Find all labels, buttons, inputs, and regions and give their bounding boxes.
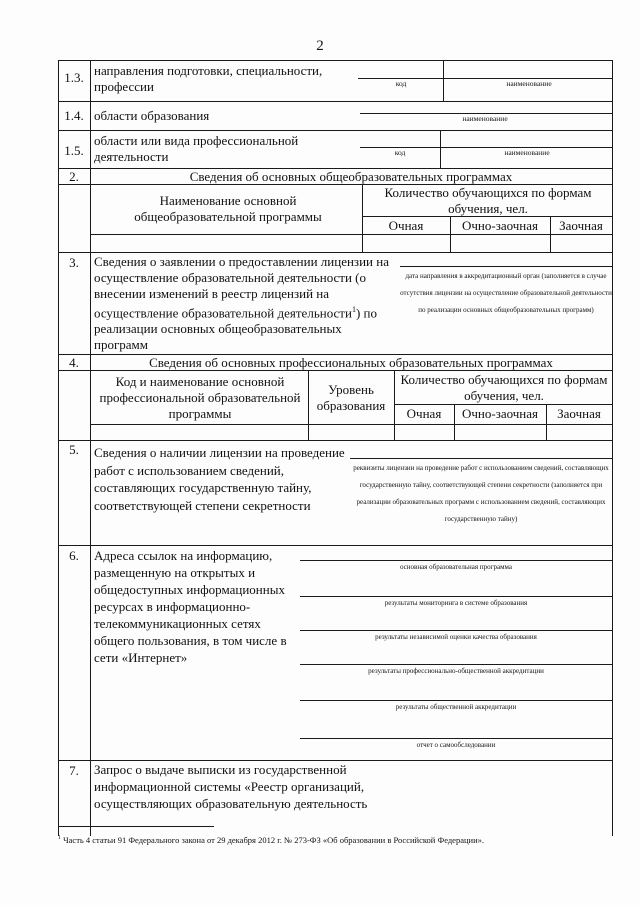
column-header: Очно-заочная: [461, 406, 539, 421]
link-caption-prof-accreditation: результаты профессионально-общественной аккредитации: [368, 667, 544, 675]
row-number: 7.: [69, 763, 79, 778]
column-header: Очная: [406, 406, 442, 421]
row-number: 4.: [69, 355, 79, 370]
field-label: [94, 254, 394, 353]
column-header: Заочная: [557, 406, 601, 421]
link-caption-public-accreditation: результаты общественной аккредитации: [395, 703, 517, 711]
footnote-mark: 1: [58, 835, 61, 841]
name-caption: наименование: [506, 79, 552, 88]
column-header: Заочная: [559, 218, 603, 233]
field-text: Сведения о заявлении о предоставлении лицензии на осуществление образовательной деятельности (о внесении изменений в реестр лицензий на осуществление образовательной деятельности: [94, 254, 389, 321]
field-label: области образования: [94, 108, 210, 123]
column-header: Очная: [388, 218, 424, 233]
column-header: Количество обучающихся по формам обучения, чел.: [400, 372, 608, 403]
footnote-divider: [58, 826, 214, 827]
name-caption: наименование: [504, 148, 550, 157]
footnote: [58, 832, 618, 846]
footnote-text: Часть 4 статьи 91 Федерального закона от 29 декабря 2012 г. № 273-ФЗ «Об образовании в Российской Федерации».: [63, 834, 484, 845]
row-number: 1.4.: [64, 108, 84, 123]
section-title: Сведения об основных общеобразовательных программах: [189, 169, 513, 184]
code-caption: код: [394, 148, 406, 157]
name-caption: наименование: [462, 114, 508, 123]
link-caption-monitoring: результаты мониторинга в системе образования: [384, 599, 528, 607]
row-number: 3.: [69, 255, 79, 270]
row-number: 1.3.: [64, 70, 84, 85]
column-header: Наименование основной общеобразовательной программы: [134, 193, 322, 224]
field-label: направления подготовки, специальности, профессии: [94, 63, 323, 94]
footnote-mark: 1: [351, 305, 356, 314]
field-label: области или вида профессиональной деятельности: [94, 133, 299, 164]
link-caption-quality: результаты независимой оценки качества образования: [375, 633, 537, 641]
column-header: Код и наименование основной профессиональной образовательной программы: [99, 374, 301, 421]
field-text-tail: ) по реализации основных общеобразовательных программ: [94, 305, 377, 353]
field-label: Сведения о наличии лицензии на проведение работ с использованием сведений, составляющих государственную тайну, соответствующей степени секретности: [94, 445, 345, 513]
link-caption-self-report: отчет о самообследовании: [416, 741, 496, 749]
page-number: 2: [316, 38, 324, 54]
code-caption: код: [395, 79, 407, 88]
row-number: 2.: [69, 169, 79, 184]
link-caption-program: основная образовательная программа: [399, 563, 512, 571]
row-number: 5.: [69, 442, 79, 457]
field-label: Запрос о выдаче выписки из государственной информационной системы «Реестр организаций, осуществляющих образовательную деятельность: [94, 762, 368, 811]
column-header: Очно-заочная: [461, 218, 539, 233]
field-label: Адреса ссылок на информацию, размещенную на открытых и общедоступных информационных ресурсах в информационно-телекоммуникационных сетях общего пользования, в том числе в сети «Интернет»: [94, 548, 287, 665]
row-number: 1.5.: [64, 143, 84, 158]
column-header: Количество обучающихся по формам обучения, чел.: [384, 185, 592, 216]
field-caption: дата направления в аккредитационный орган (заполняется в случае отсутствия лицензии на осуществление образовательной деятельности по реализации основных общеобразовательных программ): [400, 272, 612, 314]
row-number: 6.: [69, 548, 79, 563]
section-title: Сведения об основных профессиональных образовательных программах: [149, 355, 553, 370]
column-header: Уровень образования: [316, 382, 386, 413]
field-caption: реквизиты лицензии на проведение работ с использованием сведений, составляющих государственную тайну, соответствующей степени секретности (заполняется при реализации образовательных программ с использованием сведений, составляющих государственную тайну): [353, 464, 609, 523]
